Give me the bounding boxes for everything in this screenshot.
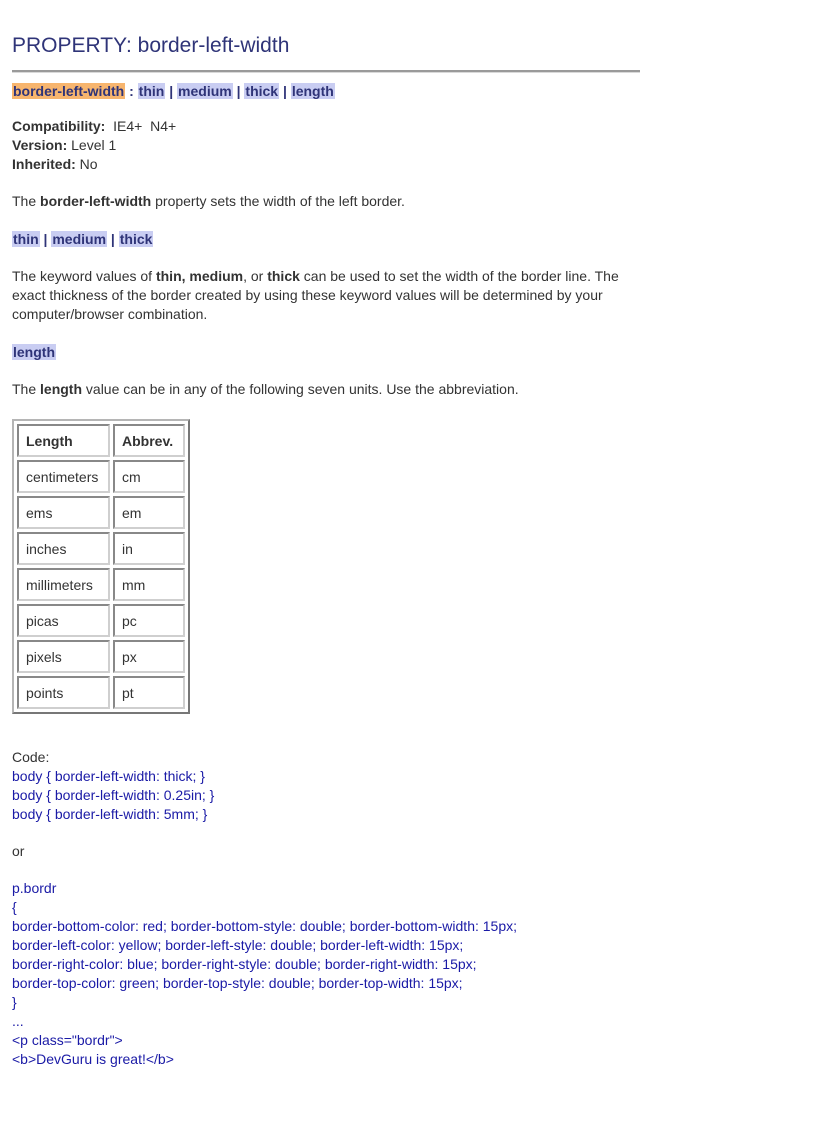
- table-row: [17, 568, 185, 601]
- syntax-separator: |: [165, 83, 178, 99]
- inherited-value: No: [79, 156, 98, 172]
- table-cell-abbrev: pc: [113, 604, 185, 637]
- intro-bold: border-left-width: [40, 193, 152, 209]
- kw-desc-part3: can be used to set the width of the border line. The exact thickness of the border created by using these keyword values will be determined by your computer/browser combination.: [12, 268, 619, 322]
- document-page: [12, 32, 642, 1069]
- table-cell-unit: pixels: [17, 640, 110, 673]
- table-cell-abbrev: cm: [113, 460, 185, 493]
- table-row: [17, 460, 185, 493]
- kw-desc-part2: , or: [243, 268, 268, 284]
- version-value: Level 1: [71, 137, 117, 153]
- length-desc-bold: length: [40, 381, 83, 397]
- table-cell-unit: picas: [17, 604, 110, 637]
- length-desc-suffix: value can be in any of the following seven units. Use the abbreviation.: [82, 381, 519, 397]
- code-example-1: body { border-left-width: thick; }: [12, 768, 205, 784]
- syntax-separator: |: [279, 83, 291, 99]
- kw-desc-part1: The keyword values of: [12, 268, 156, 284]
- page-title: PROPERTY: border-left-width: [12, 34, 290, 57]
- intro-prefix: The: [12, 193, 41, 209]
- code-example-3: body { border-left-width: 5mm; }: [12, 806, 208, 822]
- table-cell-unit: millimeters: [17, 568, 110, 601]
- table-cell-unit: ems: [17, 496, 110, 529]
- length-heading-label: length: [13, 344, 55, 360]
- css-block-line: <b>DevGuru is great!</b>: [12, 1051, 174, 1067]
- syntax-separator: |: [232, 83, 245, 99]
- kw-desc-bold2: thick: [267, 268, 300, 284]
- table-cell-unit: inches: [17, 532, 110, 565]
- syntax-value-thick: thick: [245, 83, 279, 99]
- syntax-value-medium: medium: [178, 83, 232, 99]
- code-section: [12, 748, 642, 1069]
- spacer: [12, 824, 642, 842]
- css-block-line: {: [12, 899, 17, 915]
- keyword-medium: medium: [52, 231, 107, 247]
- table-cell-abbrev: in: [113, 532, 185, 565]
- table-header-row: [17, 424, 185, 457]
- compatibility-label: Compatibility:: [12, 118, 106, 134]
- meta-info: [12, 117, 642, 174]
- syntax-colon: :: [125, 83, 138, 99]
- table-row: [17, 640, 185, 673]
- compatibility-value: IE4+ N4+: [113, 118, 177, 134]
- code-example-2: body { border-left-width: 0.25in; }: [12, 787, 215, 803]
- code-or: or: [12, 843, 25, 859]
- table-header-abbrev: Abbrev.: [113, 424, 185, 457]
- table-cell-abbrev: mm: [113, 568, 185, 601]
- css-block-line: ...: [12, 1013, 24, 1029]
- css-block-line: border-right-color: blue; border-right-style: double; border-right-width: 15px;: [12, 956, 477, 972]
- length-heading: [12, 342, 642, 362]
- syntax-property: border-left-width: [13, 83, 125, 99]
- table-row: [17, 604, 185, 637]
- keyword-separator: |: [107, 231, 119, 247]
- length-description: [12, 380, 642, 399]
- syntax-value-length: length: [291, 83, 334, 99]
- table-cell-unit: points: [17, 676, 110, 709]
- compatibility-row: [12, 117, 642, 136]
- css-block-line: border-top-color: green; border-top-style: double; border-top-width: 15px;: [12, 975, 463, 991]
- table-row: [17, 676, 185, 709]
- syntax-line: [12, 81, 642, 101]
- table-header-length: Length: [17, 424, 110, 457]
- table-cell-abbrev: pt: [113, 676, 185, 709]
- length-desc-prefix: The: [12, 381, 41, 397]
- keywords-heading: [12, 229, 642, 249]
- table-row: [17, 532, 185, 565]
- css-block-line: <p class="bordr">: [12, 1032, 123, 1048]
- keywords-description: [12, 267, 642, 324]
- table-cell-abbrev: px: [113, 640, 185, 673]
- intro-paragraph: [12, 192, 642, 211]
- css-block-line: border-left-color: yellow; border-left-style: double; border-left-width: 15px;: [12, 937, 464, 953]
- kw-desc-bold1: thin, medium: [155, 268, 244, 284]
- syntax-value-thin: thin: [138, 83, 165, 99]
- css-block-line: }: [12, 994, 17, 1010]
- title-divider: [12, 70, 640, 73]
- version-row: [12, 136, 642, 155]
- keyword-separator: |: [39, 231, 52, 247]
- version-label: Version:: [12, 137, 68, 153]
- inherited-label: Inherited:: [12, 156, 76, 172]
- code-label: Code:: [12, 749, 50, 765]
- inherited-row: [12, 155, 642, 174]
- table-row: [17, 496, 185, 529]
- spacer: [12, 861, 642, 879]
- css-block-line: border-bottom-color: red; border-bottom-style: double; border-bottom-width: 15px;: [12, 918, 518, 934]
- keyword-thin: thin: [13, 231, 39, 247]
- css-block-line: p.bordr: [12, 880, 57, 896]
- units-table: [12, 419, 190, 714]
- table-cell-unit: centimeters: [17, 460, 110, 493]
- table-cell-abbrev: em: [113, 496, 185, 529]
- intro-suffix: property sets the width of the left border.: [151, 193, 405, 209]
- keyword-thick: thick: [119, 231, 153, 247]
